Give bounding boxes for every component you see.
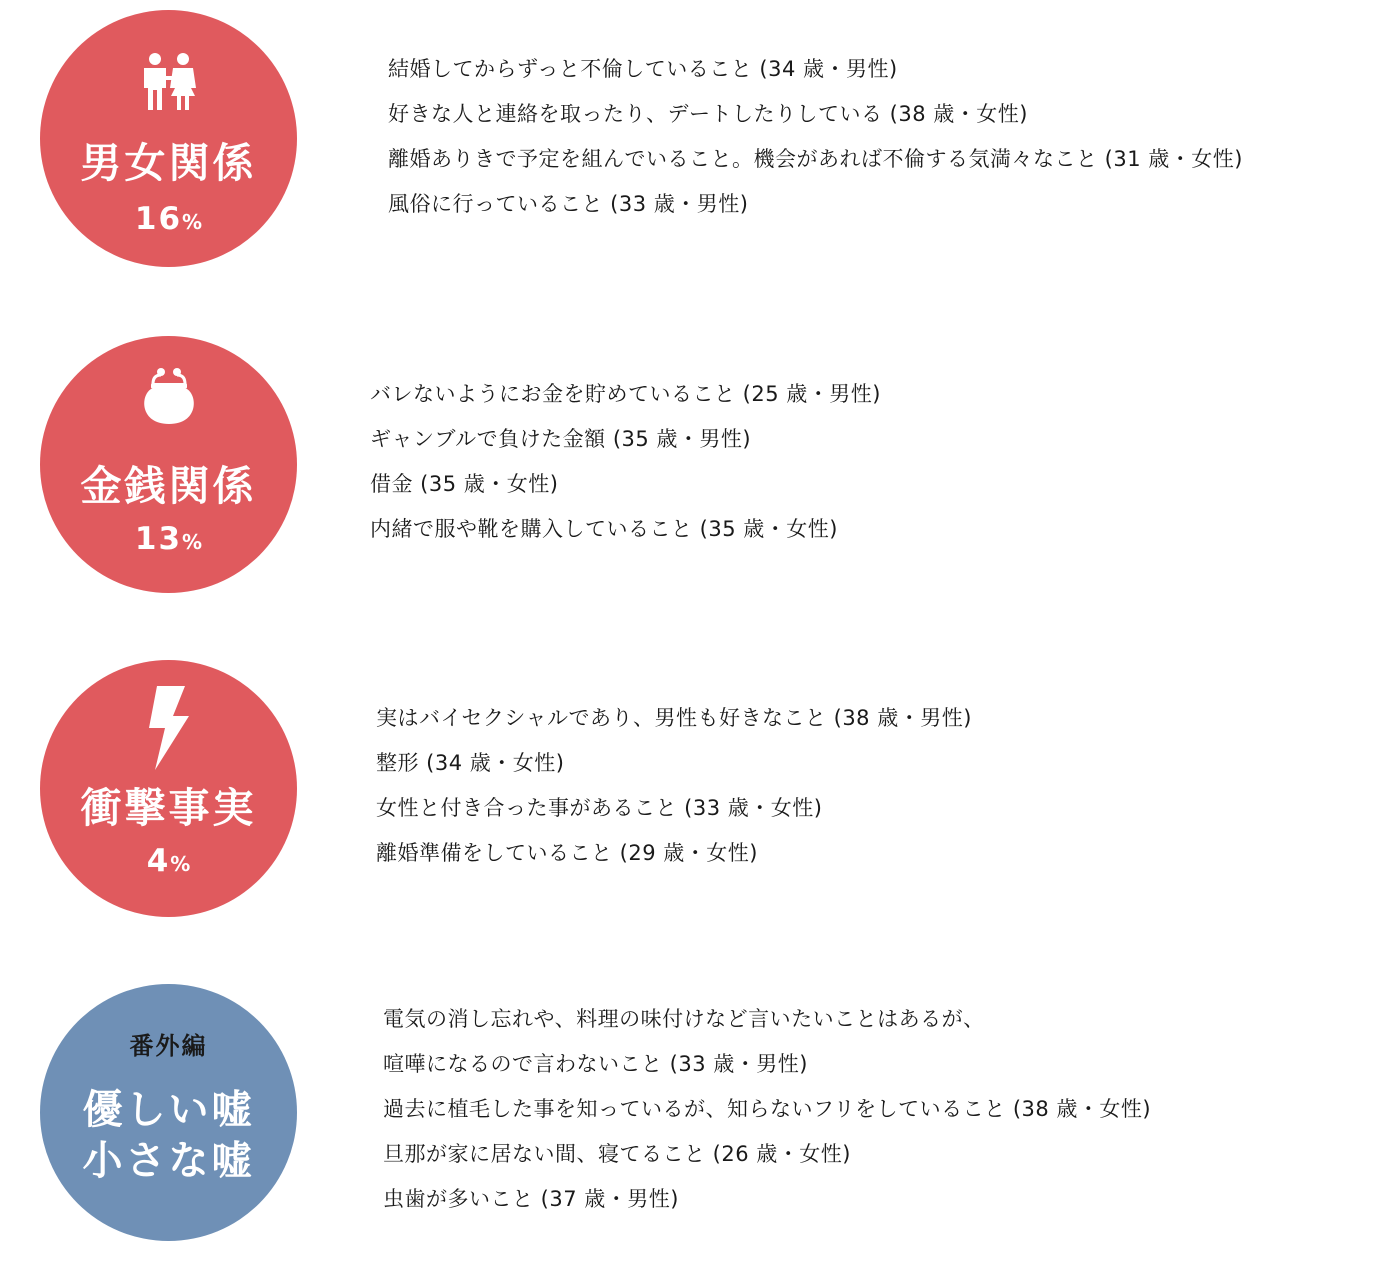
percent-unit: % [170, 852, 191, 876]
list-item: 虫歯が多いこと (37 歳・男性) [383, 1187, 679, 1211]
percent-unit: % [182, 530, 203, 554]
answer-list-extra [383, 997, 1151, 1222]
list-item: 電気の消し忘れや、料理の味付けなど言いたいことはあるが、 [383, 1007, 985, 1031]
list-item: 女性と付き合った事があること (33 歳・女性) [376, 796, 823, 820]
list-item: 離婚ありきで予定を組んでいること。機会があれば不倫する気満々なこと (31 歳・女性) [388, 147, 1243, 171]
category-circle-money [40, 336, 297, 593]
list-item: 風俗に行っていること (33 歳・男性) [388, 192, 749, 216]
extra-title-line2: 小さな嘘 [82, 1138, 255, 1184]
list-item: 借金 (35 歳・女性) [370, 472, 559, 496]
percent-value: 4 [146, 843, 171, 879]
lightning-icon [40, 686, 297, 770]
category-title: 衝撃事実 [80, 784, 257, 832]
answer-list-shocking-fact [376, 696, 972, 876]
category-title: 金銭関係 [80, 462, 257, 510]
list-item: バレないようにお金を貯めていること (25 歳・男性) [370, 382, 881, 406]
answer-list-relationship [388, 47, 1243, 227]
list-item: 実はバイセクシャルであり、男性も好きなこと (38 歳・男性) [376, 706, 972, 730]
category-percent [40, 201, 297, 237]
list-item: 喧嘩になるので言わないこと (33 歳・男性) [383, 1052, 808, 1076]
percent-value: 13 [134, 521, 183, 557]
category-circle-relationship [40, 10, 297, 267]
extra-title-line1: 優しい嘘 [82, 1087, 255, 1133]
answer-list-money [370, 372, 881, 552]
category-title: 男女関係 [80, 139, 257, 187]
category-percent [40, 521, 297, 557]
list-item: 内緒で服や靴を購入していること (35 歳・女性) [370, 517, 838, 541]
list-item: 離婚準備をしていること (29 歳・女性) [376, 841, 758, 865]
coin-purse-icon [40, 366, 297, 426]
extra-label: 番外編 [129, 1032, 208, 1060]
percent-unit: % [182, 210, 203, 234]
category-circle-shocking-fact [40, 660, 297, 917]
list-item: 過去に植毛した事を知っているが、知らないフリをしていること (38 歳・女性) [383, 1097, 1152, 1121]
list-item: 旦那が家に居ない間、寝てること (26 歳・女性) [383, 1142, 851, 1166]
percent-value: 16 [134, 201, 183, 237]
list-item: 結婚してからずっと不倫していること (34 歳・男性) [388, 57, 898, 81]
list-item: ギャンブルで負けた金額 (35 歳・男性) [370, 427, 752, 451]
category-circle-extra [40, 984, 297, 1241]
list-item: 好きな人と連絡を取ったり、デートしたりしている (38 歳・女性) [388, 102, 1028, 126]
couple-icon [40, 52, 297, 112]
category-percent [40, 843, 297, 879]
list-item: 整形 (34 歳・女性) [376, 751, 565, 775]
